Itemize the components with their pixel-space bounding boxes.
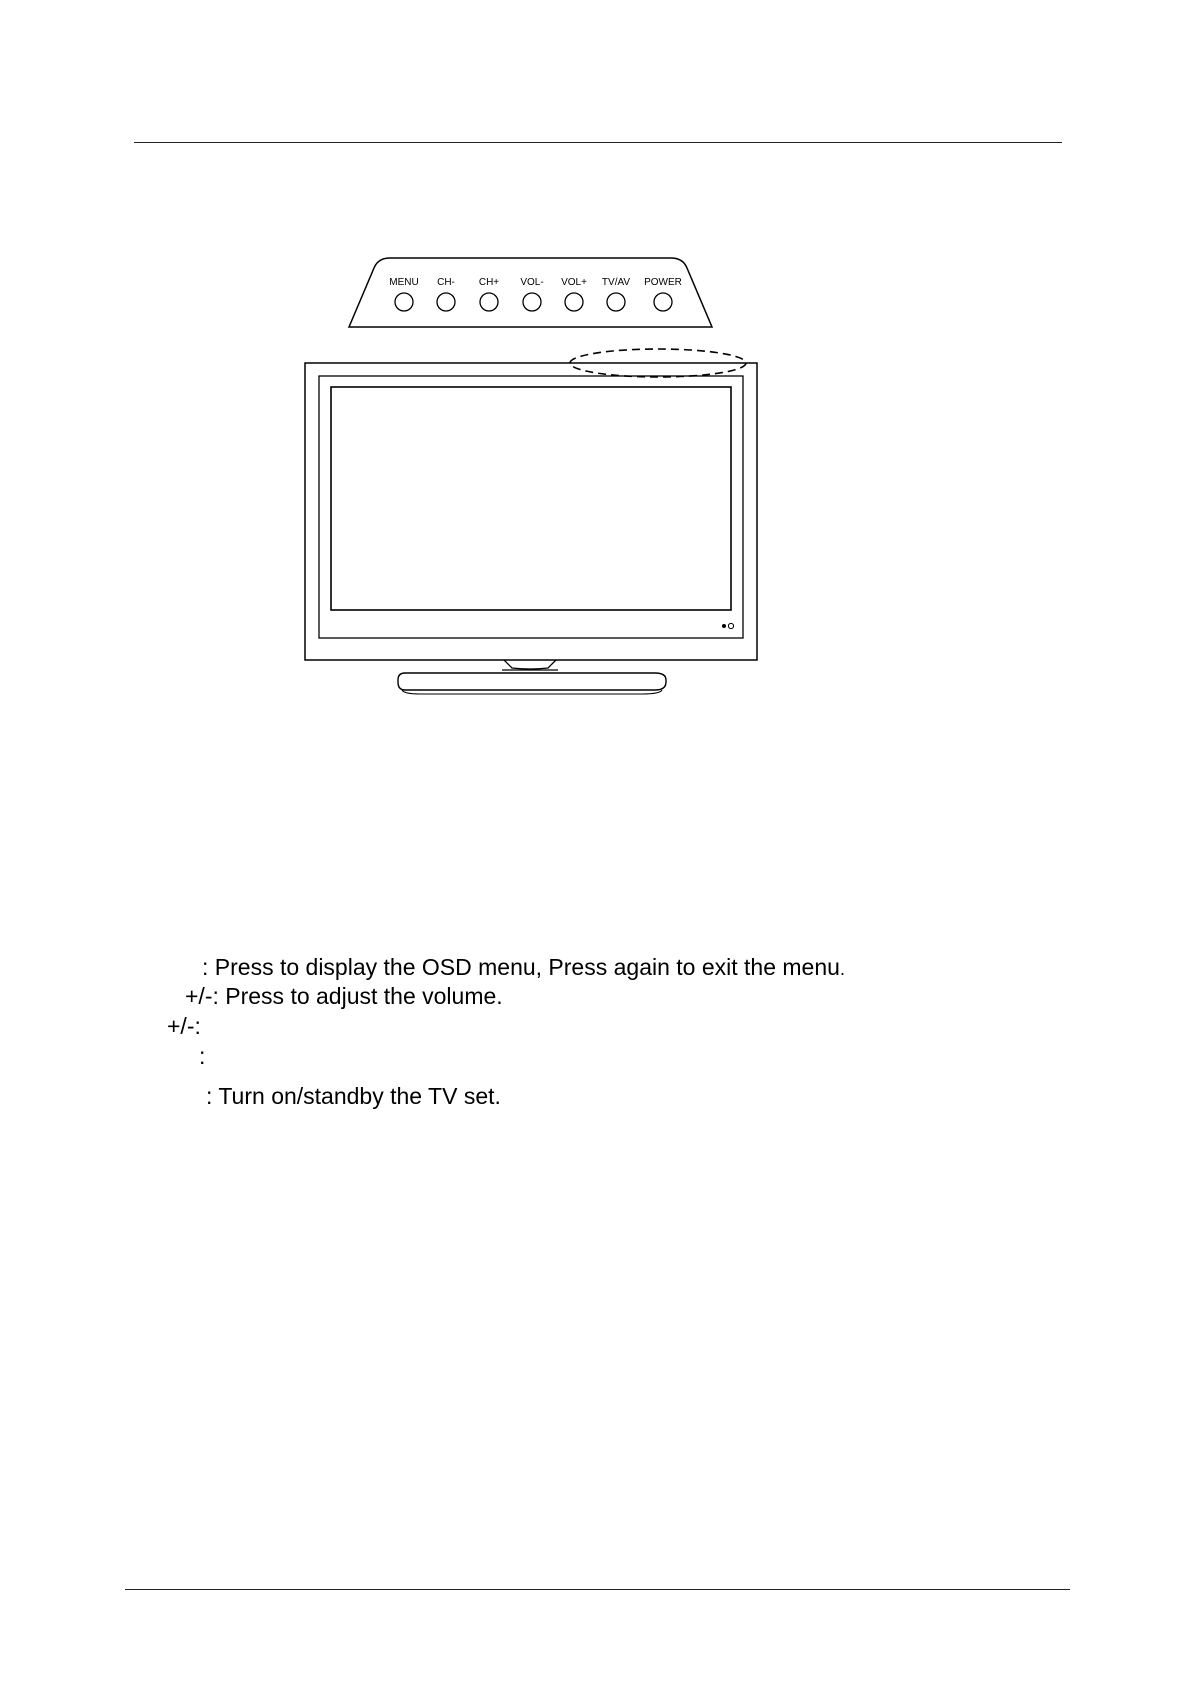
button-label-power: POWER xyxy=(644,277,682,288)
button-label-ch-minus: CH- xyxy=(437,277,455,288)
panel-button-vol-minus xyxy=(520,277,543,311)
menu-description-period: . xyxy=(839,959,845,979)
button-label-vol-plus: VOL+ xyxy=(561,277,587,288)
tv-outer-frame xyxy=(305,363,757,660)
panel-button-ch-plus xyxy=(479,277,499,311)
power-indicator-icon xyxy=(722,624,726,628)
tvav-description: : xyxy=(199,1043,206,1069)
ch-plus-button-circle xyxy=(480,293,498,311)
menu-button-circle xyxy=(395,293,413,311)
vol-minus-button-circle xyxy=(523,293,541,311)
panel-button-vol-plus xyxy=(561,277,587,311)
menu-description xyxy=(202,953,845,983)
panel-button-ch-minus xyxy=(437,277,455,311)
stand-base xyxy=(398,673,666,690)
tv-front-diagram xyxy=(0,0,1190,720)
panel-button-power xyxy=(644,277,682,311)
ch-minus-button-circle xyxy=(437,293,455,311)
channel-description: +/-: xyxy=(167,1013,201,1039)
power-description: : Turn on/standby the TV set. xyxy=(206,1083,501,1109)
button-label-menu: MENU xyxy=(389,277,419,288)
tvav-button-circle xyxy=(607,293,625,311)
power-button-circle xyxy=(654,293,672,311)
footer-rule xyxy=(125,1589,1070,1590)
button-label-tvav: TV/AV xyxy=(601,277,631,288)
vol-plus-button-circle xyxy=(565,293,583,311)
stand-neck xyxy=(504,660,556,669)
tv-bezel xyxy=(319,376,743,638)
button-label-vol-minus: VOL- xyxy=(520,277,544,288)
button-label-ch-plus: CH+ xyxy=(478,277,500,288)
tv-screen xyxy=(331,387,731,610)
volume-description: +/-: Press to adjust the volume. xyxy=(185,983,503,1009)
panel-button-tvav xyxy=(602,277,630,311)
remote-sensor-icon xyxy=(728,623,733,628)
panel-button-menu xyxy=(389,277,418,311)
menu-description-text: : Press to display the OSD menu, Press again to exit the menu xyxy=(202,954,840,980)
